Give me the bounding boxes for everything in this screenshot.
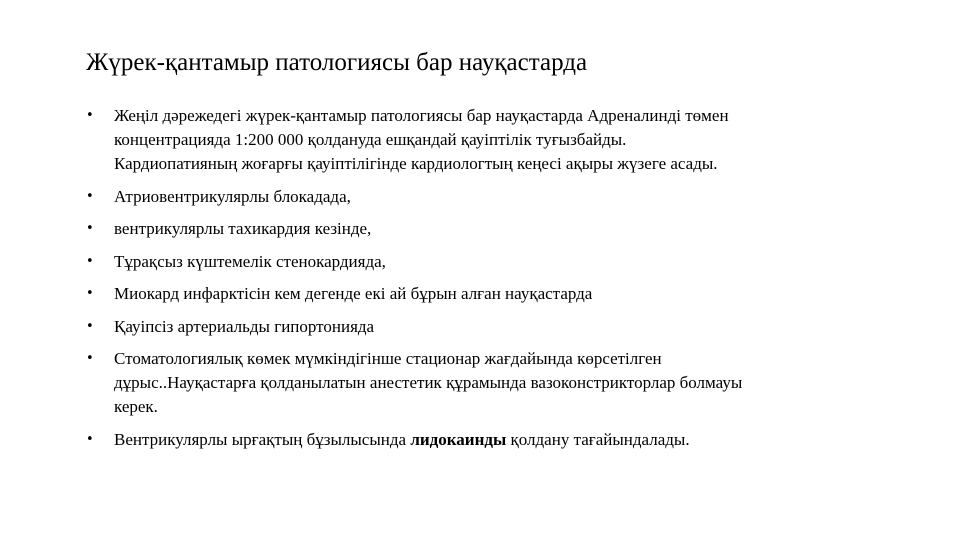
slide-title: Жүрек-қантамыр патологиясы бар науқастарда (86, 49, 588, 76)
bullet-text (114, 217, 876, 241)
bullet-icon: • (86, 253, 94, 269)
bullet-item (86, 250, 876, 274)
bullet-text-bold: лидокаинды (410, 429, 507, 449)
bullet-icon: • (86, 108, 94, 123)
bullet-icon: • (86, 221, 94, 236)
bullet-item (86, 347, 876, 419)
bullet-line: Кардиопатияның жоғарғы қауіптілігінде кардиологтың кеңесі ақыры жүзеге асады. (114, 154, 718, 173)
bullet-text (114, 250, 876, 274)
bullet-line: Жеңіл дәрежедегі жүрек-қантамыр патологиясы бар науқастарда Адреналинді төмен (114, 106, 729, 125)
bullet-item (86, 428, 876, 452)
bullet-icon: • (86, 351, 94, 366)
bullet-icon: • (86, 431, 94, 447)
bullet-line: Стоматологиялық көмек мүмкіндігінше стационар жағдайында көрсетілген (114, 349, 662, 368)
bullet-line: дұрыс..Науқастарға қолданылатын анестетик құрамында вазоконстрикторлар болмауы (114, 373, 743, 392)
bullet-icon: • (86, 318, 94, 334)
bullet-text (114, 185, 876, 209)
bullet-line: керек. (114, 397, 158, 416)
bullet-list (86, 104, 876, 460)
bullet-line: вентрикулярлы тахикардия кезінде, (114, 219, 372, 238)
bullet-item (86, 282, 876, 306)
bullet-icon: • (86, 188, 94, 204)
bullet-text (114, 315, 876, 339)
bullet-text-part: Вентрикулярлы ырғақтың бұзылысында (114, 429, 411, 449)
bullet-item (86, 315, 876, 339)
bullet-line: Атриовентрикулярлы блокадада, (114, 186, 351, 206)
bullet-icon: • (86, 286, 94, 301)
bullet-line: концентрацияда 1:200 000 қолдануда ешқандай қауіптілік туғызбайды. (114, 130, 627, 149)
bullet-item (86, 185, 876, 209)
bullet-line: Миокард инфарктісін кем дегенде екі ай бұрын алған науқастарда (114, 284, 593, 303)
bullet-text (114, 282, 876, 306)
bullet-text (114, 104, 876, 176)
bullet-line: Қауіпсіз артериальды гипортонияда (114, 316, 375, 336)
bullet-text (114, 347, 876, 419)
bullet-item (86, 217, 876, 241)
bullet-text (114, 428, 876, 452)
bullet-text-part: қолдану тағайындалады. (506, 429, 690, 449)
bullet-item (86, 104, 876, 176)
bullet-line: Тұрақсыз күштемелік стенокардияда, (114, 251, 386, 271)
